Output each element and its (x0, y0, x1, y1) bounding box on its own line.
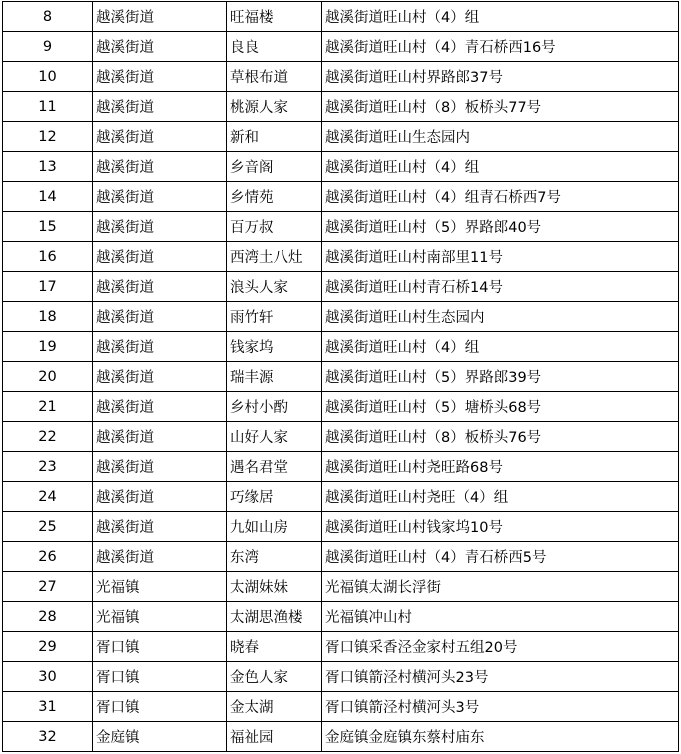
cell-name: 浪头人家 (227, 272, 322, 302)
cell-name: 太湖思渔楼 (227, 602, 322, 632)
cell-address: 越溪街道旺山村（5）界路郎40号 (322, 212, 679, 242)
table-row (3, 392, 679, 422)
cell-number: 16 (3, 242, 93, 272)
table-row (3, 482, 679, 512)
table-row (3, 452, 679, 482)
cell-address: 胥口镇采香泾金家村五组20号 (322, 632, 679, 662)
cell-name: 草根布道 (227, 62, 322, 92)
cell-address: 越溪街道旺山村（4）青石桥西16号 (322, 32, 679, 62)
table-row (3, 212, 679, 242)
cell-address: 越溪街道旺山生态园内 (322, 122, 679, 152)
cell-town: 胥口镇 (93, 692, 227, 722)
cell-town: 越溪街道 (93, 302, 227, 332)
cell-town: 越溪街道 (93, 542, 227, 572)
cell-number: 26 (3, 542, 93, 572)
cell-name: 旺福楼 (227, 2, 322, 32)
cell-address: 越溪街道旺山村生态园内 (322, 302, 679, 332)
cell-address: 越溪街道旺山村（4）组 (322, 152, 679, 182)
table-row (3, 572, 679, 602)
cell-town: 光福镇 (93, 572, 227, 602)
cell-name: 百万叔 (227, 212, 322, 242)
cell-town: 越溪街道 (93, 182, 227, 212)
cell-number: 15 (3, 212, 93, 242)
cell-number: 13 (3, 152, 93, 182)
table-row (3, 662, 679, 692)
cell-town: 金庭镇 (93, 722, 227, 752)
cell-name: 九如山房 (227, 512, 322, 542)
cell-town: 越溪街道 (93, 92, 227, 122)
cell-address: 越溪街道旺山村钱家坞10号 (322, 512, 679, 542)
cell-number: 20 (3, 362, 93, 392)
table-row (3, 272, 679, 302)
cell-town: 越溪街道 (93, 452, 227, 482)
table-row (3, 32, 679, 62)
cell-name: 雨竹轩 (227, 302, 322, 332)
cell-number: 29 (3, 632, 93, 662)
table-row (3, 122, 679, 152)
cell-number: 22 (3, 422, 93, 452)
cell-address: 越溪街道旺山村（4）组青石桥西7号 (322, 182, 679, 212)
cell-address: 越溪街道旺山村尧旺路68号 (322, 452, 679, 482)
cell-town: 越溪街道 (93, 332, 227, 362)
cell-address: 越溪街道旺山村（4）青石桥西5号 (322, 542, 679, 572)
cell-number: 27 (3, 572, 93, 602)
cell-number: 31 (3, 692, 93, 722)
table-row (3, 302, 679, 332)
cell-address: 越溪街道旺山村（5）界路郎39号 (322, 362, 679, 392)
cell-town: 越溪街道 (93, 362, 227, 392)
cell-number: 12 (3, 122, 93, 152)
cell-name: 东湾 (227, 542, 322, 572)
cell-name: 金太湖 (227, 692, 322, 722)
cell-name: 巧缘居 (227, 482, 322, 512)
cell-address: 越溪街道旺山村尧旺（4）组 (322, 482, 679, 512)
cell-number: 17 (3, 272, 93, 302)
cell-town: 光福镇 (93, 602, 227, 632)
cell-number: 19 (3, 332, 93, 362)
cell-number: 24 (3, 482, 93, 512)
cell-town: 越溪街道 (93, 212, 227, 242)
cell-town: 越溪街道 (93, 512, 227, 542)
cell-name: 钱家坞 (227, 332, 322, 362)
cell-address: 光福镇太湖长浮街 (322, 572, 679, 602)
cell-number: 10 (3, 62, 93, 92)
cell-name: 遇名君堂 (227, 452, 322, 482)
table-row (3, 542, 679, 572)
cell-town: 越溪街道 (93, 272, 227, 302)
cell-address: 越溪街道旺山村（4）组 (322, 2, 679, 32)
cell-name: 良良 (227, 32, 322, 62)
cell-name: 山好人家 (227, 422, 322, 452)
cell-address: 胥口镇箭泾村横河头23号 (322, 662, 679, 692)
cell-number: 21 (3, 392, 93, 422)
cell-address: 越溪街道旺山村青石桥14号 (322, 272, 679, 302)
table-row (3, 422, 679, 452)
cell-town: 越溪街道 (93, 422, 227, 452)
cell-number: 25 (3, 512, 93, 542)
table-row (3, 182, 679, 212)
cell-number: 23 (3, 452, 93, 482)
cell-address: 越溪街道旺山村（4）组 (322, 332, 679, 362)
cell-town: 越溪街道 (93, 2, 227, 32)
cell-name: 太湖妹妹 (227, 572, 322, 602)
cell-town: 越溪街道 (93, 392, 227, 422)
table-row (3, 92, 679, 122)
table-row (3, 152, 679, 182)
cell-address: 越溪街道旺山村南部里11号 (322, 242, 679, 272)
cell-number: 28 (3, 602, 93, 632)
cell-number: 14 (3, 182, 93, 212)
cell-name: 乡音阁 (227, 152, 322, 182)
cell-address: 越溪街道旺山村界路郎37号 (322, 62, 679, 92)
cell-address: 光福镇冲山村 (322, 602, 679, 632)
cell-number: 11 (3, 92, 93, 122)
table-row (3, 332, 679, 362)
restaurant-table (2, 1, 679, 752)
cell-town: 越溪街道 (93, 62, 227, 92)
cell-number: 9 (3, 32, 93, 62)
cell-town: 胥口镇 (93, 632, 227, 662)
cell-name: 福祉园 (227, 722, 322, 752)
table-row (3, 632, 679, 662)
cell-town: 越溪街道 (93, 32, 227, 62)
cell-name: 乡情苑 (227, 182, 322, 212)
cell-address: 金庭镇金庭镇东蔡村庙东 (322, 722, 679, 752)
table-row (3, 2, 679, 32)
cell-town: 越溪街道 (93, 482, 227, 512)
table-row (3, 602, 679, 632)
cell-name: 瑞丰源 (227, 362, 322, 392)
cell-town: 胥口镇 (93, 662, 227, 692)
cell-name: 新和 (227, 122, 322, 152)
cell-town: 越溪街道 (93, 152, 227, 182)
cell-address: 越溪街道旺山村（8）板桥头77号 (322, 92, 679, 122)
cell-address: 胥口镇箭泾村横河头3号 (322, 692, 679, 722)
cell-name: 乡村小酌 (227, 392, 322, 422)
cell-name: 西湾土八灶 (227, 242, 322, 272)
cell-address: 越溪街道旺山村（5）塘桥头68号 (322, 392, 679, 422)
cell-number: 8 (3, 2, 93, 32)
cell-number: 32 (3, 722, 93, 752)
cell-address: 越溪街道旺山村（8）板桥头76号 (322, 422, 679, 452)
table-row (3, 692, 679, 722)
cell-number: 18 (3, 302, 93, 332)
cell-name: 晓春 (227, 632, 322, 662)
table-row (3, 362, 679, 392)
table-row (3, 512, 679, 542)
table-row (3, 242, 679, 272)
table-body (3, 2, 679, 752)
cell-number: 30 (3, 662, 93, 692)
cell-town: 越溪街道 (93, 242, 227, 272)
cell-town: 越溪街道 (93, 122, 227, 152)
table-row (3, 722, 679, 752)
cell-name: 金色人家 (227, 662, 322, 692)
cell-name: 桃源人家 (227, 92, 322, 122)
table-row (3, 62, 679, 92)
